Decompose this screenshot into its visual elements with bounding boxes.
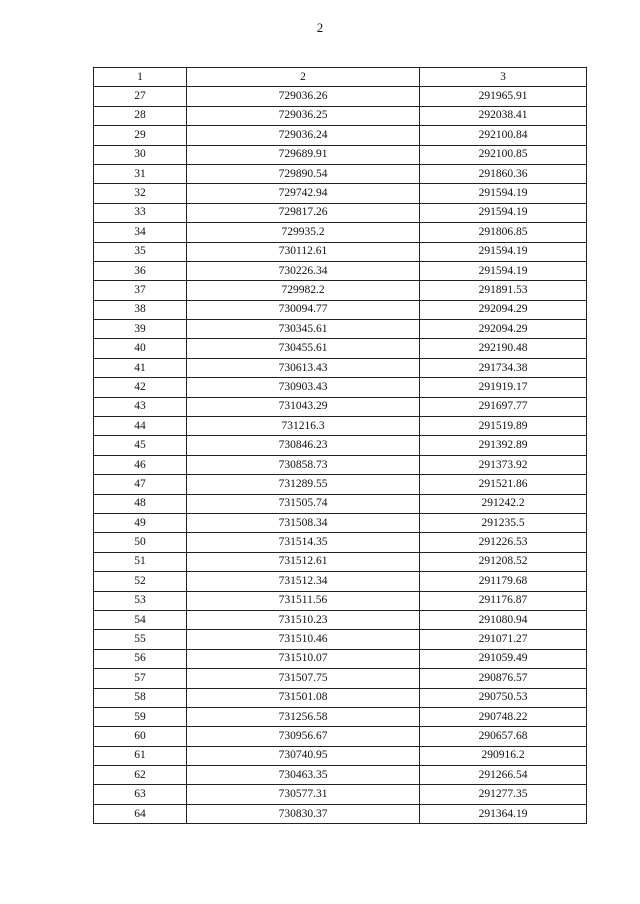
- x-coordinate-cell: 730094.77: [187, 300, 420, 319]
- y-coordinate-cell: 290750.53: [420, 688, 587, 707]
- point-number-cell: 38: [94, 300, 187, 319]
- y-coordinate-cell: 291364.19: [420, 804, 587, 823]
- y-coordinate-cell: 291594.19: [420, 242, 587, 261]
- point-number-cell: 63: [94, 785, 187, 804]
- x-coordinate-cell: 731507.75: [187, 669, 420, 688]
- point-number-cell: 35: [94, 242, 187, 261]
- page-number: 2: [316, 20, 324, 35]
- point-number-cell: 55: [94, 630, 187, 649]
- table-row: [94, 126, 587, 145]
- point-number-cell: 60: [94, 727, 187, 746]
- table-row: [94, 339, 587, 358]
- point-number-cell: 45: [94, 436, 187, 455]
- y-coordinate-cell: 292094.29: [420, 320, 587, 339]
- table-row: [94, 475, 587, 494]
- table-row: [94, 145, 587, 164]
- y-coordinate-cell: 291919.17: [420, 378, 587, 397]
- table-row: [94, 746, 587, 765]
- y-coordinate-cell: 290748.22: [420, 707, 587, 726]
- table-row: [94, 727, 587, 746]
- x-coordinate-cell: 730112.61: [187, 242, 420, 261]
- y-coordinate-cell: 291277.35: [420, 785, 587, 804]
- x-coordinate-cell: 731501.08: [187, 688, 420, 707]
- point-number-cell: 28: [94, 106, 187, 125]
- x-coordinate-cell: 731508.34: [187, 513, 420, 532]
- y-coordinate-cell: 291071.27: [420, 630, 587, 649]
- table-row: [94, 436, 587, 455]
- y-coordinate-cell: 291059.49: [420, 649, 587, 668]
- table-row: [94, 164, 587, 183]
- x-coordinate-cell: 730345.61: [187, 320, 420, 339]
- x-coordinate-cell: 731510.23: [187, 610, 420, 629]
- x-coordinate-cell: 731512.34: [187, 572, 420, 591]
- x-coordinate-cell: 731512.61: [187, 552, 420, 571]
- x-coordinate-cell: 730226.34: [187, 261, 420, 280]
- point-number-cell: 39: [94, 320, 187, 339]
- point-number-cell: 56: [94, 649, 187, 668]
- table-row: [94, 203, 587, 222]
- x-coordinate-cell: 730903.43: [187, 378, 420, 397]
- x-coordinate-cell: 729982.2: [187, 281, 420, 300]
- y-coordinate-cell: 291594.19: [420, 261, 587, 280]
- point-number-cell: 27: [94, 87, 187, 106]
- x-coordinate-cell: 730613.43: [187, 358, 420, 377]
- table-row: [94, 669, 587, 688]
- point-number-cell: 50: [94, 533, 187, 552]
- y-coordinate-cell: 292100.84: [420, 126, 587, 145]
- coordinates-table: [93, 67, 587, 824]
- table-row: [94, 455, 587, 474]
- x-coordinate-cell: 729689.91: [187, 145, 420, 164]
- table-row: [94, 242, 587, 261]
- x-coordinate-cell: 731289.55: [187, 475, 420, 494]
- table-header-row: [94, 68, 587, 87]
- table-row: [94, 358, 587, 377]
- x-coordinate-cell: 729817.26: [187, 203, 420, 222]
- point-number-cell: 41: [94, 358, 187, 377]
- x-coordinate-cell: 729036.24: [187, 126, 420, 145]
- table-row: [94, 513, 587, 532]
- x-coordinate-cell: 731511.56: [187, 591, 420, 610]
- table-row: [94, 320, 587, 339]
- table-row: [94, 223, 587, 242]
- y-coordinate-cell: 291179.68: [420, 572, 587, 591]
- x-coordinate-cell: 729036.25: [187, 106, 420, 125]
- x-coordinate-cell: 730956.67: [187, 727, 420, 746]
- table-row: [94, 397, 587, 416]
- y-coordinate-cell: 291242.2: [420, 494, 587, 513]
- y-coordinate-cell: 291266.54: [420, 766, 587, 785]
- point-number-cell: 43: [94, 397, 187, 416]
- point-number-cell: 59: [94, 707, 187, 726]
- table-row: [94, 649, 587, 668]
- table-row: [94, 106, 587, 125]
- point-number-cell: 44: [94, 417, 187, 436]
- y-coordinate-cell: 291891.53: [420, 281, 587, 300]
- point-number-cell: 47: [94, 475, 187, 494]
- x-coordinate-cell: 730846.23: [187, 436, 420, 455]
- x-coordinate-cell: 731514.35: [187, 533, 420, 552]
- x-coordinate-cell: 730577.31: [187, 785, 420, 804]
- y-coordinate-cell: 291697.77: [420, 397, 587, 416]
- y-coordinate-cell: 291373.92: [420, 455, 587, 474]
- y-coordinate-cell: 291226.53: [420, 533, 587, 552]
- point-number-cell: 58: [94, 688, 187, 707]
- point-number-cell: 29: [94, 126, 187, 145]
- point-number-cell: 57: [94, 669, 187, 688]
- table-row: [94, 610, 587, 629]
- x-coordinate-cell: 730455.61: [187, 339, 420, 358]
- x-coordinate-cell: 730740.95: [187, 746, 420, 765]
- y-coordinate-cell: 291521.86: [420, 475, 587, 494]
- y-coordinate-cell: 291965.91: [420, 87, 587, 106]
- point-number-cell: 37: [94, 281, 187, 300]
- y-coordinate-cell: 292100.85: [420, 145, 587, 164]
- table-body: [94, 87, 587, 824]
- table-row: [94, 688, 587, 707]
- point-number-cell: 61: [94, 746, 187, 765]
- table-row: [94, 378, 587, 397]
- y-coordinate-cell: 291176.87: [420, 591, 587, 610]
- point-number-cell: 40: [94, 339, 187, 358]
- table-row: [94, 707, 587, 726]
- y-coordinate-cell: 291080.94: [420, 610, 587, 629]
- column-header-3: 3: [420, 68, 587, 87]
- y-coordinate-cell: 292094.29: [420, 300, 587, 319]
- x-coordinate-cell: 731510.46: [187, 630, 420, 649]
- y-coordinate-cell: 290876.57: [420, 669, 587, 688]
- point-number-cell: 42: [94, 378, 187, 397]
- y-coordinate-cell: 291208.52: [420, 552, 587, 571]
- y-coordinate-cell: 290657.68: [420, 727, 587, 746]
- x-coordinate-cell: 730858.73: [187, 455, 420, 474]
- y-coordinate-cell: 291806.85: [420, 223, 587, 242]
- table-row: [94, 261, 587, 280]
- x-coordinate-cell: 731216.3: [187, 417, 420, 436]
- table-row: [94, 766, 587, 785]
- x-coordinate-cell: 731256.58: [187, 707, 420, 726]
- table-row: [94, 591, 587, 610]
- x-coordinate-cell: 730830.37: [187, 804, 420, 823]
- x-coordinate-cell: 731043.29: [187, 397, 420, 416]
- point-number-cell: 53: [94, 591, 187, 610]
- x-coordinate-cell: 729742.94: [187, 184, 420, 203]
- y-coordinate-cell: 291860.36: [420, 164, 587, 183]
- table-row: [94, 184, 587, 203]
- point-number-cell: 48: [94, 494, 187, 513]
- y-coordinate-cell: 291235.5: [420, 513, 587, 532]
- point-number-cell: 31: [94, 164, 187, 183]
- x-coordinate-cell: 730463.35: [187, 766, 420, 785]
- table-row: [94, 87, 587, 106]
- point-number-cell: 30: [94, 145, 187, 164]
- y-coordinate-cell: 291392.89: [420, 436, 587, 455]
- table-row: [94, 417, 587, 436]
- table-row: [94, 552, 587, 571]
- x-coordinate-cell: 731510.07: [187, 649, 420, 668]
- point-number-cell: 49: [94, 513, 187, 532]
- column-header-2: 2: [187, 68, 420, 87]
- x-coordinate-cell: 731505.74: [187, 494, 420, 513]
- y-coordinate-cell: 291594.19: [420, 184, 587, 203]
- y-coordinate-cell: 291594.19: [420, 203, 587, 222]
- y-coordinate-cell: 292190.48: [420, 339, 587, 358]
- point-number-cell: 32: [94, 184, 187, 203]
- y-coordinate-cell: 291734.38: [420, 358, 587, 377]
- table-row: [94, 572, 587, 591]
- table-row: [94, 300, 587, 319]
- table-row: [94, 281, 587, 300]
- y-coordinate-cell: 290916.2: [420, 746, 587, 765]
- point-number-cell: 36: [94, 261, 187, 280]
- point-number-cell: 46: [94, 455, 187, 474]
- table-row: [94, 533, 587, 552]
- point-number-cell: 62: [94, 766, 187, 785]
- point-number-cell: 51: [94, 552, 187, 571]
- point-number-cell: 54: [94, 610, 187, 629]
- y-coordinate-cell: 291519.89: [420, 417, 587, 436]
- table-row: [94, 785, 587, 804]
- table-row: [94, 804, 587, 823]
- y-coordinate-cell: 292038.41: [420, 106, 587, 125]
- point-number-cell: 33: [94, 203, 187, 222]
- table-row: [94, 630, 587, 649]
- table-row: [94, 494, 587, 513]
- x-coordinate-cell: 729036.26: [187, 87, 420, 106]
- point-number-cell: 34: [94, 223, 187, 242]
- point-number-cell: 64: [94, 804, 187, 823]
- point-number-cell: 52: [94, 572, 187, 591]
- x-coordinate-cell: 729890.54: [187, 164, 420, 183]
- column-header-1: 1: [94, 68, 187, 87]
- x-coordinate-cell: 729935.2: [187, 223, 420, 242]
